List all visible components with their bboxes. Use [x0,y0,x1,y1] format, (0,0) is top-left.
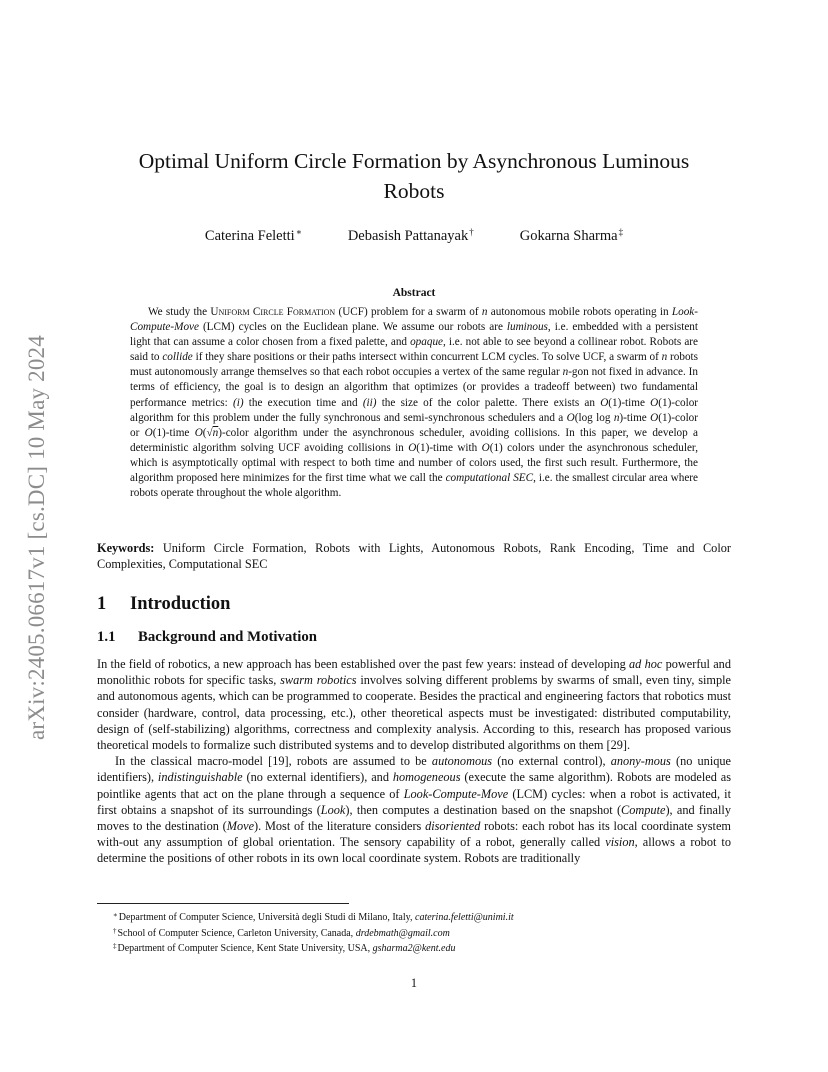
problem-name: Uniform Circle Formation [210,306,336,318]
author-list [100,222,728,246]
footnote-email: drdebmath@gmail.com [355,927,450,939]
author-footnote-mark: ‡ [618,227,624,237]
author-name: Debasish Pattanayak [347,228,469,244]
footnote-email: gsharma2@kent.edu [372,943,456,954]
author [348,222,474,246]
footnotes [113,909,713,956]
author [520,222,623,246]
author [205,222,302,246]
footnote-affiliation: Department of Computer Science, Università degli Studi di Milano, Italy, [118,912,415,923]
footnote [113,925,713,941]
author-footnote-mark: ∗ [295,227,302,237]
abstract-heading: Abstract [392,287,436,299]
keywords-label: Keywords: [97,541,155,555]
footnote-mark: † [113,926,117,935]
footnote-mark: ‡ [113,942,117,950]
footnote-email: caterina.feletti@unimi.it [415,912,514,923]
footnote-affiliation: School of Computer Science, Carleton University, Canada, [117,927,356,939]
paper-title [100,146,728,206]
page-number: 1 [410,976,418,990]
author-name: Gokarna Sharma [519,228,618,244]
paragraph: In the classical macro-model [19], robots are assumed to be autonomous (no external control), anony-mous (no unique identifiers), indistinguishable (no external identifiers), and homogeneous (execute the same algorithm). Robots are modeled as pointlike agents that act on the plane through a sequence of Look-Compute-Move (LCM) cycles: when a robot is activated, it first obtains a snapshot of its surroundings (Look), then computes a destination based on the snapshot (Compute), and finally moves to the destination (Move). Most of the literature considers disoriented robots: each robot has its local coordinate system with-out any assumption of global orientation. The sensory capability of a robot, generally called vision, allows a robot to determine the positions of other robots in its own local coordinate system. Robots are traditionally [97,754,732,866]
subsection-number: 1.1 [97,629,116,645]
section-title: Introduction [130,594,231,614]
footnote [113,909,713,925]
section-body [97,656,731,867]
paper-title-line-2: Robots [383,179,445,203]
subsection-heading [97,629,317,646]
subsection-title: Background and Motivation [138,629,317,645]
paper-title-line-1: Optimal Uniform Circle Formation by Asynchronous Luminous [138,149,690,173]
section-heading [97,594,230,615]
keywords-list: Uniform Circle Formation, Robots with Lights, Autonomous Robots, Rank Encoding, Time and Color Complexities, Computational SEC [97,541,731,572]
author-footnote-mark: † [469,227,474,237]
footnote-affiliation: Department of Computer Science, Kent State University, USA, [117,943,373,954]
author-name: Caterina Feletti [204,228,295,244]
arxiv-identifier-stamp [20,250,54,740]
keywords [97,540,731,572]
arxiv-identifier-text: arXiv:2405.06617v1 [cs.DC] 10 May 2024 [24,335,49,740]
section-number: 1 [97,594,107,614]
footnote [113,940,713,956]
footnote-divider [97,903,349,904]
abstract-body: We study the Uniform Circle Formation (UCF) problem for a swarm of n autonomous mobile robots operating in Look-Compute-Move (LCM) cycles on the Euclidean plane. We assume our robots are luminous, i.e. embedded with a persistent light that can assume a color chosen from a fixed palette, and opaque, i.e. not able to see beyond a collinear robot. Robots are said to collide if they share positions or their paths intersect within concurrent LCM cycles. To solve UCF, a swarm of n robots must autonomously arrange themselves so that each robot occupies a vertex of the same regular n-gon not fixed in advance. In terms of efficiency, the goal is to design an algorithm that optimizes (or provides a tradeoff between) two fundamental performance metrics: (i) the execution time and (ii) the size of the color palette. There exists an O(1)-time O(1)-color algorithm for this problem under the fully synchronous and semi-synchronous schedulers and a O(log log n)-time O(1)-color or O(1)-time O(√n)-color algorithm under the asynchronous scheduler, avoiding collisions. In this paper, we develop a deterministic algorithm solving UCF avoiding collisions in O(1)-time with O(1) colors under the asynchronous scheduler, which is asymptotically optimal with respect to both time and number of colors used, the first such result. Furthermore, the algorithm proposed here minimizes for the first time what we call the computational SEC, i.e. the smallest circular area where robots operate throughout the whole algorithm. [130,306,699,500]
footnote-mark: ∗ [113,911,118,919]
paragraph: In the field of robotics, a new approach has been established over the past few years: instead of developing ad hoc powerful and monolithic robots for specific tasks, swarm robotics involves solving different problems by swarms of small, even tiny, simple and autonomous agents, which can be programmed to cooperate. Besides the practical and engineering factors that robotics must consider (hardware, control, data processing, etc.), other theoretical aspects must be investigated: distributed computability, design of (self-stabilizing) algorithms, correctness and complexity analysis. According to this, research has proposed various theoretical models to formalize such distributed systems and to develop distributed algorithms on them [29]. [97,657,731,753]
